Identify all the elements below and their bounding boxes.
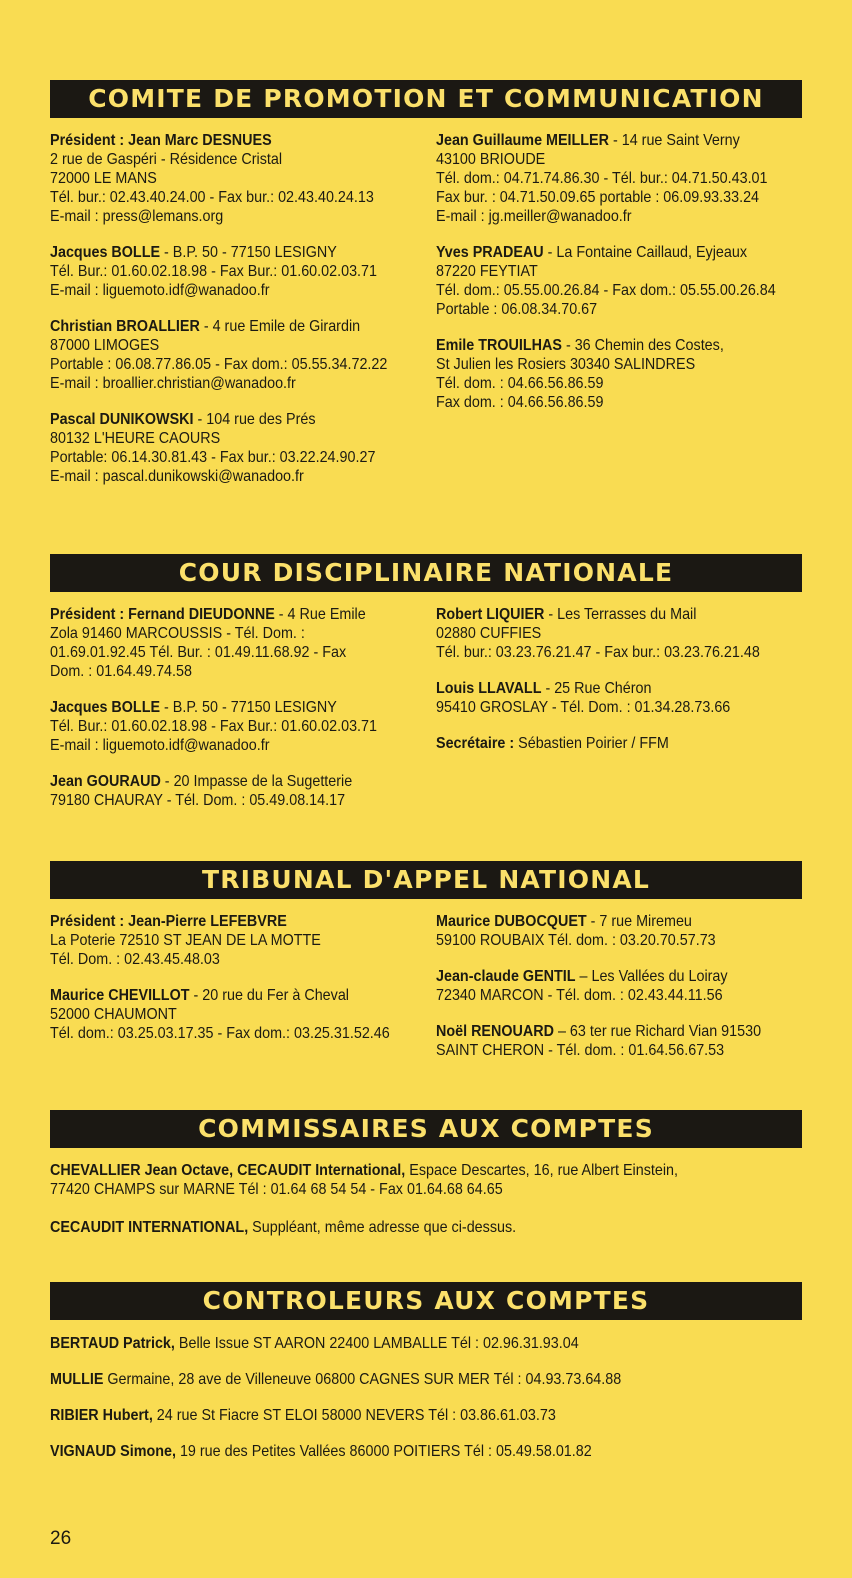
contact-name: Président : Fernand DIEUDONNE — [50, 606, 275, 623]
contact-entry: Jean GOURAUD - 20 Impasse de la Sugetterie 79180 CHAURAY - Tél. Dom. : 05.49.08.14.17 — [50, 773, 353, 809]
section-heading: TRIBUNAL D'APPEL NATIONAL — [50, 861, 802, 899]
contact-name: Jean Guillaume MEILLER — [436, 132, 609, 149]
section-comite-promotion — [50, 80, 802, 503]
contact-entry: Jacques BOLLE - B.P. 50 - 77150 LESIGNY Tél. Bur.: 01.60.02.18.98 - Fax Bur.: 01.60.02.03.71 E-mail : liguemoto.idf@wanadoo.fr — [50, 699, 378, 754]
left-column — [50, 912, 436, 1077]
left-column — [50, 131, 436, 503]
contact-entry: Maurice CHEVILLOT - 20 rue du Fer à Cheval 52000 CHAUMONT Tél. dom.: 03.25.03.17.35 - Fax dom.: 03.25.31.52.46 — [50, 987, 390, 1042]
contact-name: Président : Jean Marc DESNUES — [50, 132, 272, 149]
entries-list — [50, 1334, 802, 1461]
entries-list — [50, 1161, 802, 1237]
contact-entry: Emile TROUILHAS - 36 Chemin des Costes, St Julien les Rosiers 30340 SALINDRES Tél. dom. : 04.66.56.86.59 Fax dom. : 04.66.56.86.59 — [436, 337, 724, 411]
contact-name: Jean GOURAUD — [50, 773, 161, 790]
left-column — [50, 605, 436, 827]
contact-name: CECAUDIT INTERNATIONAL, — [50, 1219, 249, 1236]
contact-name: Jean-claude GENTIL — [436, 968, 576, 985]
contact-entry: Président : Jean Marc DESNUES 2 rue de Gaspéri - Résidence Cristal 72000 LE MANS Tél. bur.: 02.43.40.24.00 - Fax bur.: 02.43.40.24.13 E-mail : press@lemans.org — [50, 132, 374, 225]
contact-entry: Jacques BOLLE - B.P. 50 - 77150 LESIGNY Tél. Bur.: 01.60.02.18.98 - Fax Bur.: 01.60.02.03.71 E-mail : liguemoto.idf@wanadoo.fr — [50, 244, 378, 299]
contact-name: MULLIE — [50, 1371, 104, 1388]
section-heading: COMITE DE PROMOTION ET COMMUNICATION — [50, 80, 802, 118]
page-number: 26 — [50, 1528, 72, 1549]
right-column — [436, 605, 802, 827]
contact-name: Président : Jean-Pierre LEFEBVRE — [50, 913, 287, 930]
contact-entry: Christian BROALLIER - 4 rue Emile de Girardin 87000 LIMOGES Portable : 06.08.77.86.05 - Fax dom.: 05.55.34.72.22 E-mail : broallier.christian@wanadoo.fr — [50, 318, 388, 392]
contact-name: BERTAUD Patrick, — [50, 1335, 175, 1352]
contact-name: VIGNAUD Simone, — [50, 1443, 176, 1460]
contact-entry: Président : Jean-Pierre LEFEBVRE La Poterie 72510 ST JEAN DE LA MOTTE Tél. Dom. : 02.43.45.48.03 — [50, 913, 321, 968]
contact-name: Christian BROALLIER — [50, 318, 200, 335]
section-heading: COMMISSAIRES AUX COMPTES — [50, 1110, 802, 1148]
right-column — [436, 912, 802, 1077]
section-heading: CONTROLEURS AUX COMPTES — [50, 1282, 802, 1320]
contact-entry: Jean Guillaume MEILLER - 14 rue Saint Verny 43100 BRIOUDE Tél. dom.: 04.71.74.86.30 - Tél. bur.: 04.71.50.43.01 Fax bur. : 04.71.50.09.65 portable : 06.09.93.33.24 E-mail : jg.meiller@wanadoo.fr — [436, 132, 768, 225]
contact-name: Louis LLAVALL — [436, 680, 542, 697]
contact-name: Emile TROUILHAS — [436, 337, 562, 354]
section-tribunal-appel — [50, 861, 802, 1077]
contact-entry: Louis LLAVALL - 25 Rue Chéron 95410 GROSLAY - Tél. Dom. : 01.34.28.73.66 — [436, 680, 731, 716]
section-cour-disciplinaire — [50, 554, 802, 827]
contact-entry: Jean-claude GENTIL – Les Vallées du Loiray 72340 MARCON - Tél. dom. : 02.43.44.11.56 — [436, 968, 728, 1004]
contact-name: Jacques BOLLE — [50, 699, 161, 716]
contact-name: RIBIER Hubert, — [50, 1407, 153, 1424]
contact-entry: BERTAUD Patrick, Belle Issue ST AARON 22400 LAMBALLE Tél : 02.96.31.93.04 — [50, 1335, 579, 1352]
contact-name: Yves PRADEAU — [436, 244, 544, 261]
right-column — [436, 131, 802, 503]
contact-entry: MULLIE Germaine, 28 ave de Villeneuve 06800 CAGNES SUR MER Tél : 04.93.73.64.88 — [50, 1371, 622, 1388]
contact-entry: Robert LIQUIER - Les Terrasses du Mail 02880 CUFFIES Tél. bur.: 03.23.76.21.47 - Fax bur.: 03.23.76.21.48 — [436, 606, 760, 661]
contact-entry: RIBIER Hubert, 24 rue St Fiacre ST ELOI 58000 NEVERS Tél : 03.86.61.03.73 — [50, 1407, 556, 1424]
contact-entry: VIGNAUD Simone, 19 rue des Petites Vallées 86000 POITIERS Tél : 05.49.58.01.82 — [50, 1443, 592, 1460]
contact-entry: CHEVALLIER Jean Octave, CECAUDIT International, Espace Descartes, 16, rue Albert Einstein, 77420 CHAMPS sur MARNE Tél : 01.64 68 54 54 - Fax 01.64.68 64.65 — [50, 1162, 679, 1198]
contact-name: Maurice DUBOCQUET — [436, 913, 587, 930]
contact-entry: Président : Fernand DIEUDONNE - 4 Rue Emile Zola 91460 MARCOUSSIS - Tél. Dom. : 01.69.01.92.45 Tél. Bur. : 01.49.11.68.92 - Fax Dom. : 01.64.49.74.58 — [50, 606, 366, 680]
contact-name: CHEVALLIER Jean Octave, CECAUDIT International, — [50, 1162, 406, 1179]
contact-entry: CECAUDIT INTERNATIONAL, Suppléant, même adresse que ci-dessus. — [50, 1219, 517, 1236]
contact-name: Noël RENOUARD — [436, 1023, 554, 1040]
contact-entry: Secrétaire : Sébastien Poirier / FFM — [436, 735, 669, 752]
section-heading: COUR DISCIPLINAIRE NATIONALE — [50, 554, 802, 592]
contact-name: Secrétaire : — [436, 735, 515, 752]
contact-name: Maurice CHEVILLOT — [50, 987, 190, 1004]
section-controleurs-comptes — [50, 1282, 802, 1478]
contact-entry: Yves PRADEAU - La Fontaine Caillaud, Eyjeaux 87220 FEYTIAT Tél. dom.: 05.55.00.26.84 - Fax dom.: 05.55.00.26.84 Portable : 06.08.34.70.67 — [436, 244, 776, 318]
contact-entry: Maurice DUBOCQUET - 7 rue Miremeu 59100 ROUBAIX Tél. dom. : 03.20.70.57.73 — [436, 913, 716, 949]
contact-name: Jacques BOLLE — [50, 244, 161, 261]
contact-entry: Noël RENOUARD – 63 ter rue Richard Vian 91530 SAINT CHERON - Tél. dom. : 01.64.56.67.53 — [436, 1023, 762, 1059]
section-commissaires-comptes — [50, 1110, 802, 1256]
contact-name: Pascal DUNIKOWSKI — [50, 411, 194, 428]
contact-name: Robert LIQUIER — [436, 606, 545, 623]
contact-entry: Pascal DUNIKOWSKI - 104 rue des Prés 80132 L'HEURE CAOURS Portable: 06.14.30.81.43 - Fax bur.: 03.22.24.90.27 E-mail : pascal.dunikowski@wanadoo.fr — [50, 411, 376, 485]
